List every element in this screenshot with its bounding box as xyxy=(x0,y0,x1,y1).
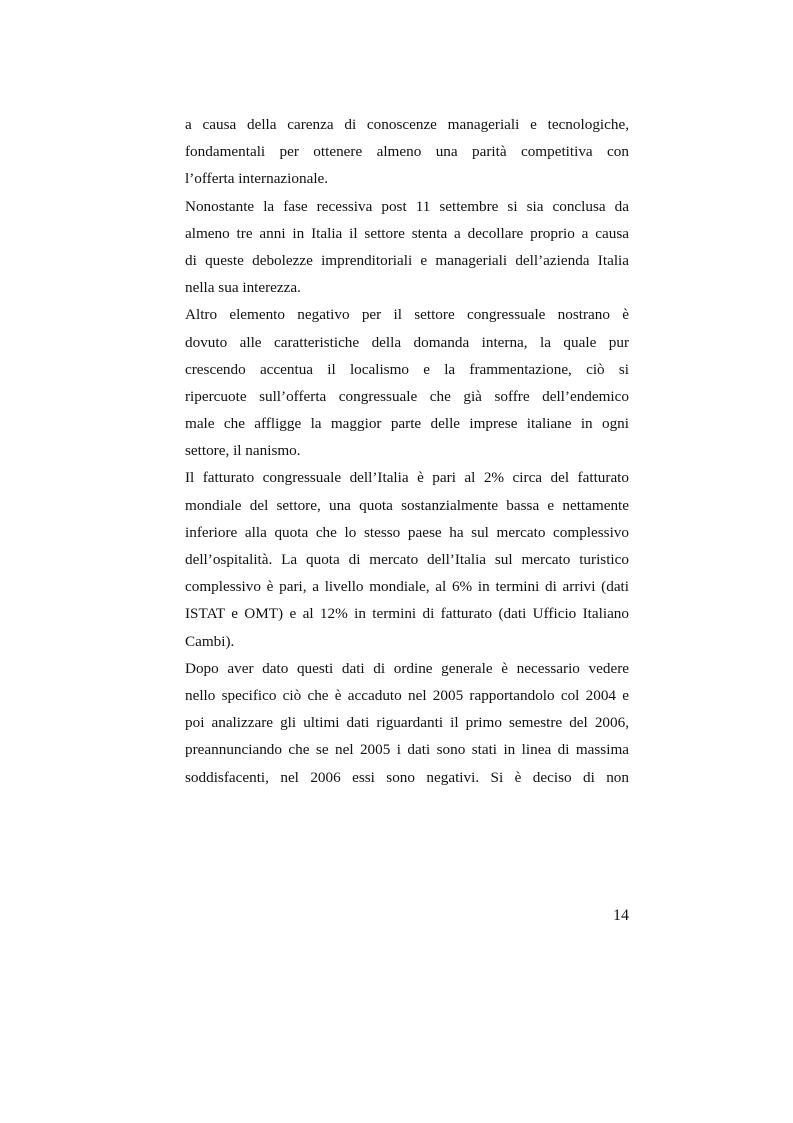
body-text xyxy=(185,111,629,791)
text-line: poi analizzare gli ultimi dati riguardanti il primo semestre del 2006, xyxy=(185,714,629,732)
text-line: male che affligge la maggior parte delle imprese italiane in ogni xyxy=(185,415,629,433)
text-line: mondiale del settore, una quota sostanzialmente bassa e nettamente xyxy=(185,496,629,514)
text-line: almeno tre anni in Italia il settore stenta a decollare proprio a causa xyxy=(185,224,629,242)
text-line: Il fatturato congressuale dell’Italia è pari al 2% circa del fatturato xyxy=(185,469,629,487)
text-line: Nonostante la fase recessiva post 11 settembre si sia conclusa da xyxy=(185,197,629,215)
page-number: 14 xyxy=(613,907,629,924)
text-line: nello specifico ciò che è accaduto nel 2005 rapportandolo col 2004 e xyxy=(185,686,629,704)
text-line: crescendo accentua il localismo e la frammentazione, ciò si xyxy=(185,360,629,378)
text-line: l’offerta internazionale. xyxy=(185,170,329,188)
text-line: soddisfacenti, nel 2006 essi sono negativi. Si è deciso di non xyxy=(185,768,629,786)
text-line: dell’ospitalità. La quota di mercato dell’Italia sul mercato turistico xyxy=(185,551,629,568)
text-line: nella sua interezza. xyxy=(185,279,301,297)
text-line: ripercuote sull’offerta congressuale che già soffre dell’endemico xyxy=(185,387,629,405)
text-line: Dopo aver dato questi dati di ordine generale è necessario vedere xyxy=(185,659,629,677)
text-line: Cambi). xyxy=(185,632,235,650)
text-line: Altro elemento negativo per il settore congressuale nostrano è xyxy=(185,306,629,324)
text-line: a causa della carenza di conoscenze manageriali e tecnologiche, xyxy=(185,116,629,133)
text-line: fondamentali per ottenere almeno una parità competitiva con xyxy=(185,143,629,161)
text-line: complessivo è pari, a livello mondiale, al 6% in termini di arrivi (dati xyxy=(185,578,629,596)
text-line: dovuto alle caratteristiche della domanda interna, la quale pur xyxy=(185,333,629,351)
text-line: di queste debolezze imprenditoriali e manageriali dell’azienda Italia xyxy=(185,251,629,269)
text-line: ISTAT e OMT) e al 12% in termini di fatturato (dati Ufficio Italiano xyxy=(185,605,629,623)
text-line: preannunciando che se nel 2005 i dati sono stati in linea di massima xyxy=(185,741,629,759)
text-line: inferiore alla quota che lo stesso paese ha sul mercato complessivo xyxy=(185,523,629,541)
text-line: settore, il nanismo. xyxy=(185,442,301,460)
